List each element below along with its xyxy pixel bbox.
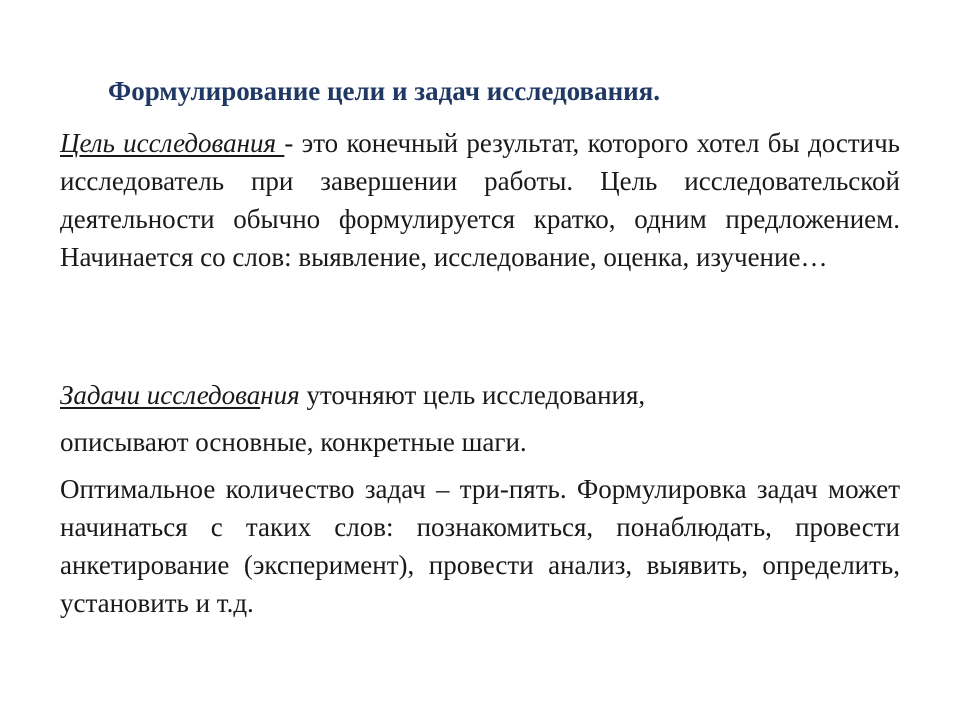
goal-term: Цель исследования — [60, 128, 285, 158]
tasks-text: уточняют цель исследования, — [299, 380, 646, 410]
tasks-definition-line2: описывают основные, конкретные шаги. — [60, 427, 527, 457]
tasks-definition-line1 — [60, 376, 900, 414]
goal-definition — [60, 124, 900, 276]
goal-dash: - — [284, 128, 294, 158]
slide-title: Формулирование цели и задач исследования. — [108, 76, 661, 106]
tasks-term: Задачи исследова — [60, 380, 261, 410]
goal-paragraph — [60, 124, 900, 276]
tasks-term-rest: ния — [260, 380, 300, 410]
tasks-count-paragraph: Оптимальное количество задач – три-пять. Формулировка задач может начинаться с таких слов: познакомиться, понаблюдать, провести анкетирование (эксперимент), провести анализ, выявить, определить, установить и т.д. — [60, 474, 900, 618]
tasks-section — [60, 376, 900, 631]
goal-text: это конечный результат, которого хотел бы достичь исследователь при завершении работы. Цель исследовательской деятельности обычно формулируется кратко, одним предложением. Начинается со слов: выявление, исследование, оценка, изучение… — [60, 128, 900, 272]
